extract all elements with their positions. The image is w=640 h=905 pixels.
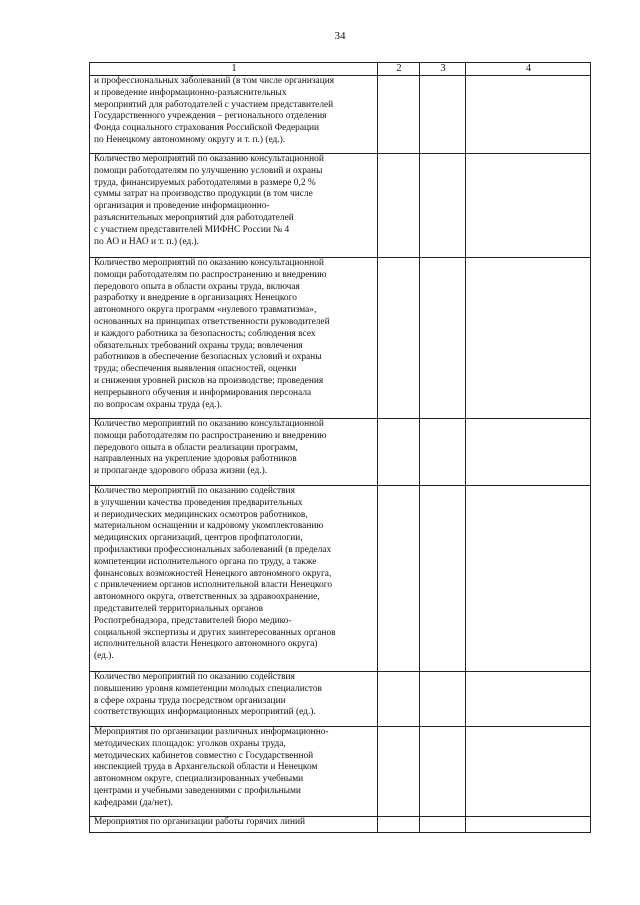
table-row xyxy=(90,817,591,833)
table-cell-col4 xyxy=(466,817,591,833)
row-description: Количество мероприятий по оказанию консультационной помощи работодателям по улучшению условий и охраны труда, финансируемых работодателями в размере 0,2 % суммы затрат на производство продукции (в том числе организация и проведение информационно- разъяснительных мероприятий для работодателей с участием представителей МИФНС России № 4 по АО и НАО и т. п.) (ед.). xyxy=(90,154,378,258)
table-row xyxy=(90,672,591,727)
table-cell-col2 xyxy=(378,154,420,258)
table-cell-col3 xyxy=(420,76,466,154)
row-description: Количество мероприятий по оказанию консультационной помощи работодателям по распространению и внедрению передового опыта в области реализации программ, направленных на укрепление здоровья работников и пропаганде здорового образа жизни (ед.). xyxy=(90,419,378,486)
table-row xyxy=(90,76,591,154)
table-cell-col2 xyxy=(378,258,420,419)
table-cell-col3 xyxy=(420,727,466,817)
table-cell-col3 xyxy=(420,486,466,672)
table-cell-col4 xyxy=(466,419,591,486)
row-description: и профессиональных заболеваний (в том числе организация и проведение информационно-разъяснительных мероприятий для работодателей с участием представителей Государственного учреждения – регионального отделения Фонда социального страхования Российской Федерации по Ненецкому автономному округу и т. п.) (ед.). xyxy=(90,76,378,154)
table-cell-col4 xyxy=(466,486,591,672)
table-header-row xyxy=(90,63,591,76)
table-row xyxy=(90,419,591,486)
table-cell-col4 xyxy=(466,672,591,727)
table-cell-col4 xyxy=(466,76,591,154)
page-number: 34 xyxy=(334,30,346,42)
table-cell-col2 xyxy=(378,76,420,154)
table-row xyxy=(90,258,591,419)
row-description: Мероприятия по организации работы горячих линий xyxy=(90,817,378,833)
table-cell-col4 xyxy=(466,154,591,258)
table-cell-col2 xyxy=(378,727,420,817)
table-cell-col2 xyxy=(378,817,420,833)
row-description: Количество мероприятий по оказанию содействия повышению уровня компетенции молодых специалистов в сфере охраны труда посредством организации соответствующих информационных мероприятий (ед.). xyxy=(90,672,378,727)
column-header-4: 4 xyxy=(466,63,591,76)
table-cell-col3 xyxy=(420,154,466,258)
table-cell-col2 xyxy=(378,419,420,486)
table-cell-col3 xyxy=(420,258,466,419)
row-description: Мероприятия по организации различных информационно- методических площадок: уголков охраны труда, методических кабинетов совместно с Государственной инспекцией труда в Архангельской области и Ненецком автономном округе, специализированных учебными центрами и учебными заведениями с профильными кафедрами (да/нет). xyxy=(90,727,378,817)
column-header-2: 2 xyxy=(378,63,420,76)
report-table xyxy=(89,62,591,833)
table-row xyxy=(90,154,591,258)
row-description: Количество мероприятий по оказанию консультационной помощи работодателям по распространению и внедрению передового опыта в области охраны труда, включая разработку и внедрение в организациях Ненецкого автономного округа программ «нулевого травматизма», основанных на принципах ответственности руководителей и каждого работника за безопасность; соблюдения всех обязательных требований охраны труда; вовлечения работников в обеспечение безопасных условий и охраны труда; обеспечения выявления опасностей, оценки и снижения уровней рисков на производстве; проведения непрерывного обучения и информирования персонала по вопросам охраны труда (ед.). xyxy=(90,258,378,419)
table-cell-col4 xyxy=(466,727,591,817)
table-cell-col3 xyxy=(420,817,466,833)
table-cell-col2 xyxy=(378,672,420,727)
table-cell-col4 xyxy=(466,258,591,419)
table-row xyxy=(90,727,591,817)
table-cell-col3 xyxy=(420,672,466,727)
table-cell-col3 xyxy=(420,419,466,486)
row-description: Количество мероприятий по оказанию содействия в улучшении качества проведения предварительных и периодических медицинских осмотров работников, материальном оснащении и кадровому укомплектованию медицинских организаций, центров профпатологии, профилактики профессиональных заболеваний (в пределах компетенции исполнительного органа по труду, а также финансовых возможностей Ненецкого автономного округа, с привлечением органов исполнительной власти Ненецкого автономного округа, ответственных за здравоохранение, представителей территориальных органов Роспотребнадзора, представителей бюро медико- социальной экспертизы и других заинтересованных органов исполнительной власти Ненецкого автономного округа) (ед.). xyxy=(90,486,378,672)
column-header-3: 3 xyxy=(420,63,466,76)
table-cell-col2 xyxy=(378,486,420,672)
table-row xyxy=(90,486,591,672)
column-header-1: 1 xyxy=(90,63,378,76)
